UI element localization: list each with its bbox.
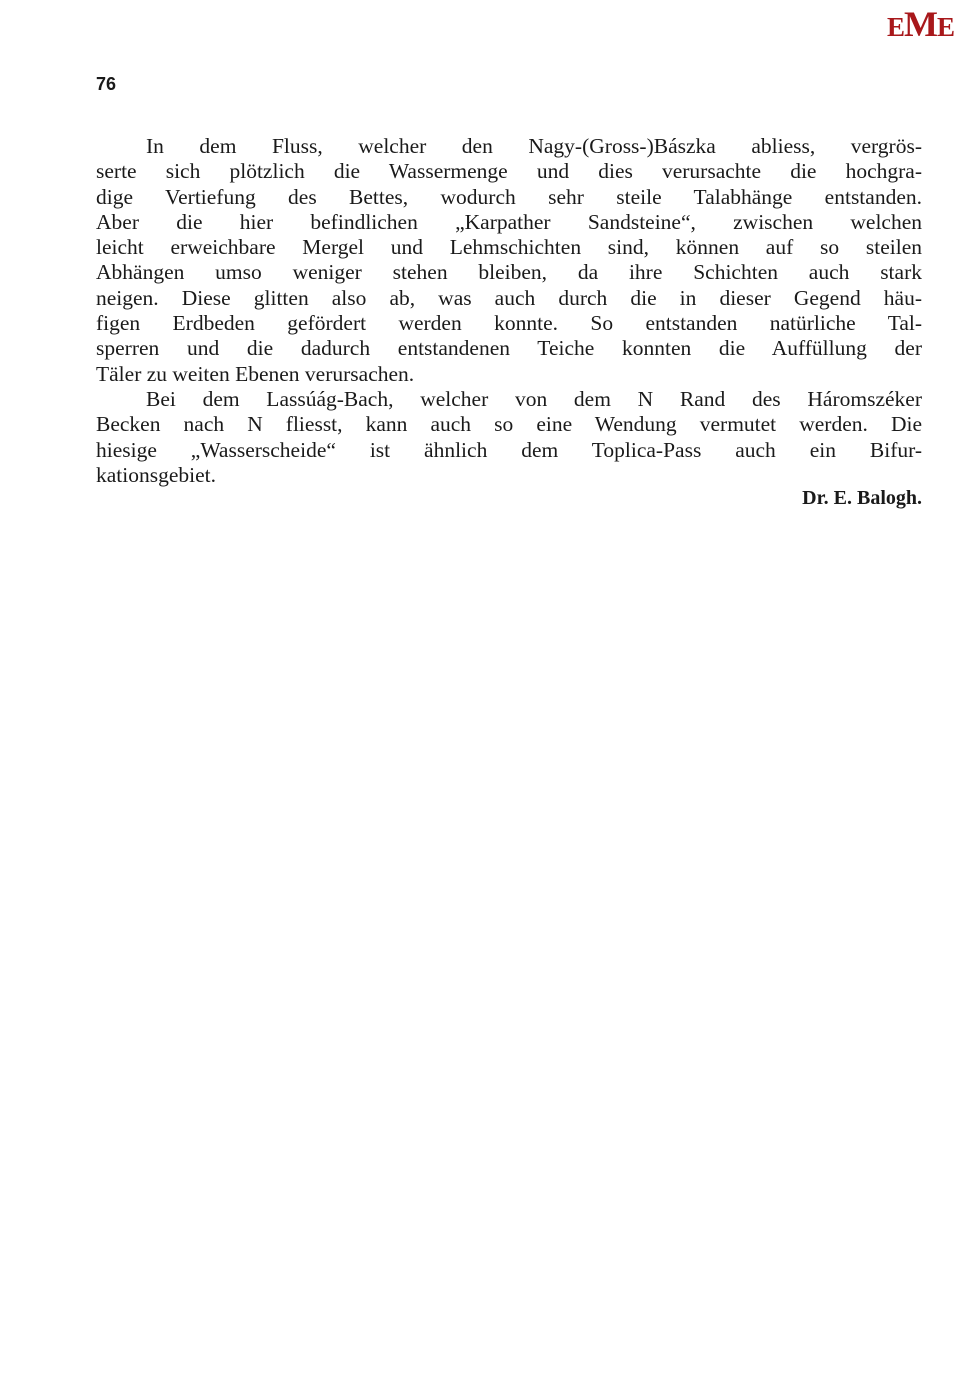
text-line: leicht erweichbare Mergel und Lehmschichten sind, können auf so steilen — [96, 235, 922, 260]
text-line: dige Vertiefung des Bettes, wodurch sehr steile Talabhänge entstanden. — [96, 184, 922, 209]
eme-logo — [887, 6, 954, 42]
text-line: neigen. Diese glitten also ab, was auch durch die in dieser Gegend häu- — [96, 285, 922, 310]
text-line: sperren und die dadurch entstandenen Teiche konnten die Auffüllung der — [96, 336, 922, 361]
text-line: kationsgebiet. — [96, 462, 217, 487]
text-line: hiesige „Wasserscheide“ ist ähnlich dem Toplica-Pass auch ein Bifur- — [96, 437, 922, 462]
text-line: Becken nach N fliesst, kann auch so eine Wendung vermutet werden. Die — [96, 412, 922, 437]
author-signature: Dr. E. Balogh. — [802, 487, 922, 509]
text-line: Aber die hier befindlichen „Karpather Sandsteine“, zwischen welchen — [96, 209, 922, 234]
text-line: Täler zu weiten Ebenen verursachen. — [96, 361, 415, 386]
logo-letter-m: M — [904, 4, 937, 44]
article-body — [96, 134, 922, 488]
paragraph-1 — [96, 134, 922, 387]
page-number: 76 — [96, 74, 117, 94]
text-line: In dem Fluss, welcher den Nagy-(Gross-)Bászka abliess, vergrös- — [146, 134, 922, 158]
text-line: figen Erdbeden gefördert werden konnte. So entstanden natürliche Tal- — [96, 311, 922, 336]
paragraph-2 — [96, 387, 922, 488]
text-line: serte sich plötzlich die Wassermenge und dies verursachte die hochgra- — [96, 159, 922, 184]
logo-letter-e1: E — [886, 12, 904, 42]
text-line: Bei dem Lassúág-Bach, welcher von dem N Rand des Háromszéker — [146, 386, 922, 411]
text-line: Abhängen umso weniger stehen bleiben, da ihre Schichten auch stark — [96, 260, 922, 285]
logo-letter-e2: E — [936, 12, 954, 42]
